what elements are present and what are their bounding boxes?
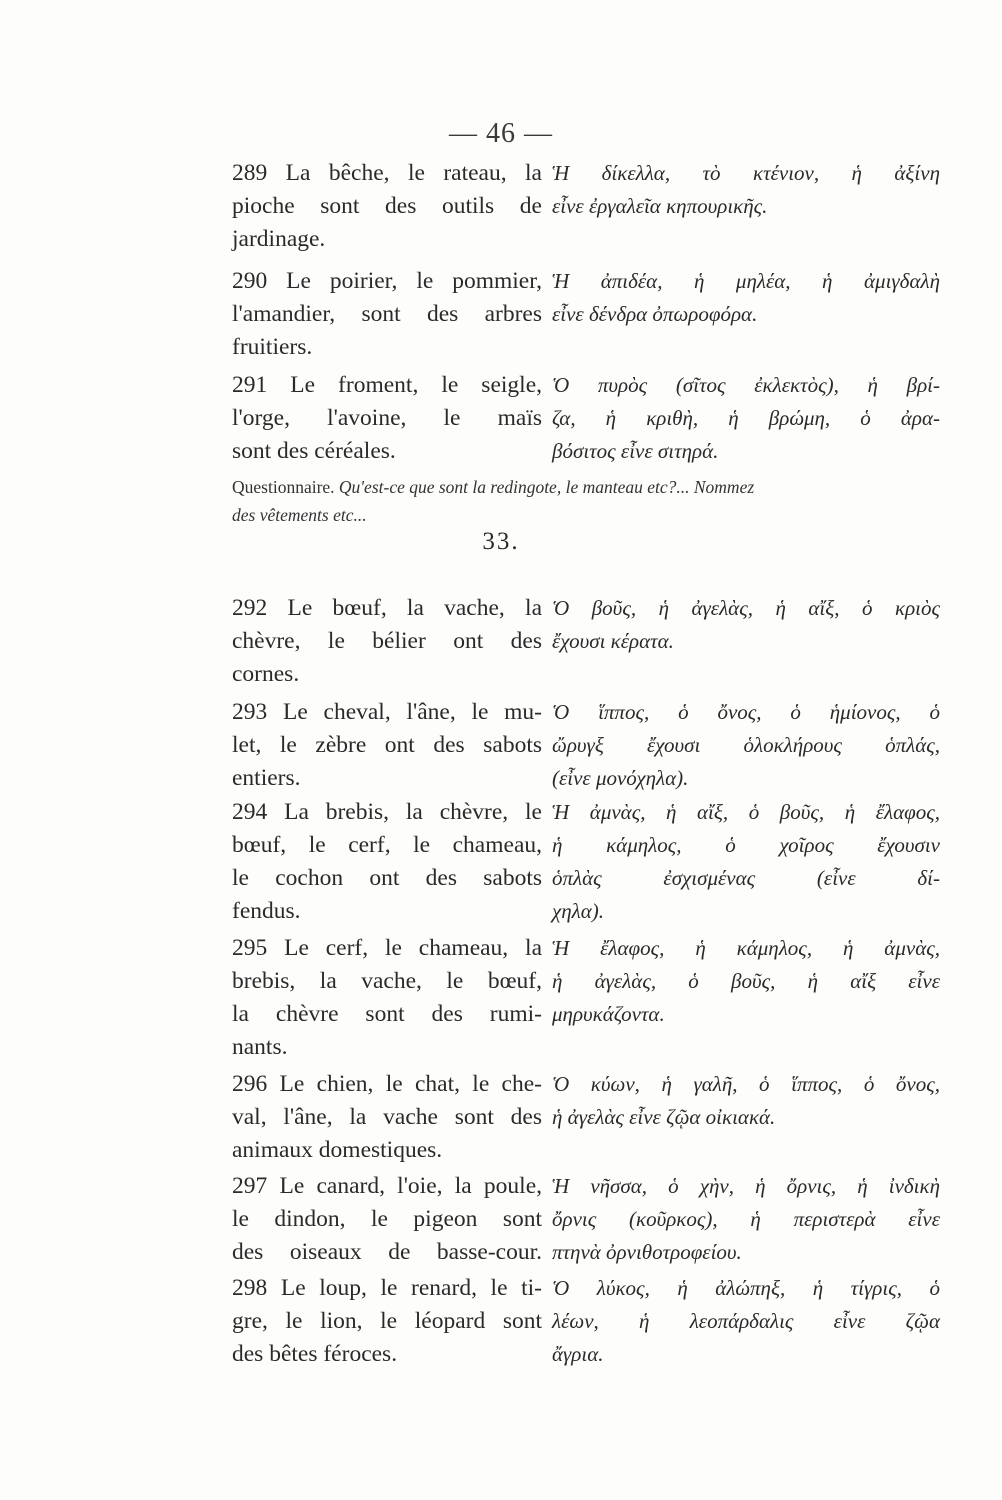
entry-295 <box>232 932 940 1068</box>
greek-text <box>552 1068 940 1134</box>
questionnaire-label: Questionnaire. <box>232 477 335 497</box>
text-line: sont des céréales. <box>232 438 396 464</box>
text-line: gre, le lion, le léopard sont <box>232 1308 542 1334</box>
text-line: jardinage. <box>232 226 326 252</box>
section-number: 33. <box>482 528 520 555</box>
text-line: πτηνὰ ὀρνιθοτροφείου. <box>552 1240 742 1264</box>
page-number: — 46 — <box>449 118 553 149</box>
text-line: εἶνε ἐργαλεῖα κηπουρικῆς. <box>552 194 768 218</box>
entry-291 <box>232 369 940 473</box>
text-line: 290 Le poirier, le pommier, <box>232 268 542 294</box>
french-text <box>232 932 542 1064</box>
french-text <box>232 1170 542 1269</box>
text-line: (εἶνε μονόχηλα). <box>552 766 689 790</box>
text-line: bœuf, le cerf, le chameau, <box>232 832 542 858</box>
french-text <box>232 592 542 691</box>
text-line: ὄρνις (κοῦρκος), ἡ περιστερὰ εἶνε <box>552 1207 940 1231</box>
greek-text <box>552 696 940 795</box>
text-line: fruitiers. <box>232 334 313 360</box>
text-line: 296 Le chien, le chat, le che- <box>232 1071 542 1097</box>
text-line: la chèvre sont des rumi- <box>232 1001 542 1027</box>
text-line: 293 Le cheval, l'âne, le mu- <box>232 699 542 725</box>
entry-296 <box>232 1068 940 1170</box>
greek-text <box>552 592 940 658</box>
text-line: chèvre, le bélier ont des <box>232 628 542 654</box>
text-line: pioche sont des outils de <box>232 193 542 219</box>
greek-text <box>552 1272 940 1371</box>
text-line: 291 Le froment, le seigle, <box>232 372 542 398</box>
text-line: val, l'âne, la vache sont des <box>232 1104 542 1130</box>
french-text <box>232 157 542 256</box>
text-line: le dindon, le pigeon sont <box>232 1206 542 1232</box>
text-line: Ἡ νῆσσα, ὁ χὴν, ἡ ὄρνις, ἡ ἰνδικὴ <box>552 1174 940 1198</box>
text-line: χηλα). <box>552 899 605 923</box>
greek-text <box>552 157 940 223</box>
french-text <box>232 1272 542 1371</box>
text-line: λέων, ἡ λεοπάρδαλις εἶνε ζῷα <box>552 1309 940 1333</box>
text-line: 292 Le bœuf, la vache, la <box>232 595 542 621</box>
entries-bottom <box>232 592 940 1376</box>
text-line: l'orge, l'avoine, le maïs <box>232 405 542 431</box>
text-line: 289 La bêche, le rateau, la <box>232 160 542 186</box>
text-line: 295 Le cerf, le chameau, la <box>232 935 542 961</box>
text-line: μηρυκάζοντα. <box>552 1002 665 1026</box>
text-line: Ὁ πυρὸς (σῖτος ἐκλεκτὸς), ἡ βρί- <box>552 373 940 397</box>
greek-text <box>552 369 940 468</box>
text-line: Ὁ κύων, ἡ γαλῆ, ὁ ἵππος, ὁ ὄνος, <box>552 1072 940 1096</box>
text-line: βόσιτος εἶνε σιτηρά. <box>552 439 719 463</box>
text-line: Ἡ ἀπιδέα, ἡ μηλέα, ἡ ἀμιγδαλὴ <box>552 269 940 293</box>
entry-297 <box>232 1170 940 1272</box>
entry-289 <box>232 157 940 265</box>
greek-text <box>552 265 940 331</box>
text-line: fendus. <box>232 898 301 924</box>
questionnaire <box>232 473 932 529</box>
text-line: Ἡ ἀμνὰς, ἡ αἴξ, ὁ βοῦς, ἡ ἔλαφος, <box>552 800 940 824</box>
text-line: nants. <box>232 1034 288 1060</box>
text-line: ἡ ἀγελὰς εἶνε ζῷα οἰκιακά. <box>552 1105 776 1129</box>
text-line: des bêtes féroces. <box>232 1341 398 1367</box>
french-text <box>232 369 542 468</box>
french-text <box>232 1068 542 1167</box>
entry-293 <box>232 696 940 796</box>
french-text <box>232 796 542 928</box>
entry-292 <box>232 592 940 696</box>
text-line: 298 Le loup, le renard, le ti- <box>232 1275 542 1301</box>
text-line: ὤρυγξ ἔχουσι ὁλοκλήρους ὁπλάς, <box>552 733 940 757</box>
text-line: Ὁ λύκος, ἡ ἀλώπηξ, ἡ τίγρις, ὁ <box>552 1276 940 1300</box>
entries-top <box>232 157 940 473</box>
text-line: ἡ ἀγελὰς, ὁ βοῦς, ἡ αἴξ εἶνε <box>552 969 940 993</box>
text-line: Ὁ βοῦς, ἡ ἀγελὰς, ἡ αἴξ, ὁ κριὸς <box>552 596 940 620</box>
text-line: Ἡ ἔλαφος, ἡ κάμηλος, ἡ ἀμνὰς, <box>552 936 940 960</box>
text-line: cornes. <box>232 661 300 687</box>
text-line: εἶνε δένδρα ὀπωροφόρα. <box>552 302 758 326</box>
text-line: ὁπλὰς ἐσχισμένας (εἶνε δί- <box>552 866 940 890</box>
text-line: entiers. <box>232 765 301 791</box>
text-line: ἔχουσι κέρατα. <box>552 629 674 653</box>
text-line: le cochon ont des sabots <box>232 865 542 891</box>
text-line: let, le zèbre ont des sabots <box>232 732 542 758</box>
text-line: ζα, ἡ κριθὴ, ἡ βρώμη, ὁ ἀρα- <box>552 406 940 430</box>
entry-290 <box>232 265 940 369</box>
french-text <box>232 696 542 795</box>
text-line: ἄγρια. <box>552 1342 604 1366</box>
text-line: ἡ κάμηλος, ὁ χοῖρος ἔχουσιν <box>552 833 940 857</box>
text-line: animaux domestiques. <box>232 1137 443 1163</box>
text-line: 294 La brebis, la chèvre, le <box>232 799 542 825</box>
text-line: 297 Le canard, l'oie, la poule, <box>232 1173 542 1199</box>
questionnaire-text: Qu'est-ce que sont la redingote, le manteau etc?... Nommez <box>338 477 755 497</box>
text-line: des oiseaux de basse-cour. <box>232 1239 542 1265</box>
greek-text <box>552 1170 940 1269</box>
text-line: brebis, la vache, le bœuf, <box>232 968 542 994</box>
text-line: Ὁ ἵππος, ὁ ὄνος, ὁ ἡμίονος, ὁ <box>552 700 940 724</box>
entry-294 <box>232 796 940 932</box>
entry-298 <box>232 1272 940 1376</box>
text-line: l'amandier, sont des arbres <box>232 301 542 327</box>
french-text <box>232 265 542 364</box>
greek-text <box>552 796 940 928</box>
questionnaire-text: des vêtements etc... <box>232 505 367 525</box>
text-line: Ἡ δίκελλα, τὸ κτένιον, ἡ ἀξίνη <box>552 161 940 185</box>
greek-text <box>552 932 940 1031</box>
